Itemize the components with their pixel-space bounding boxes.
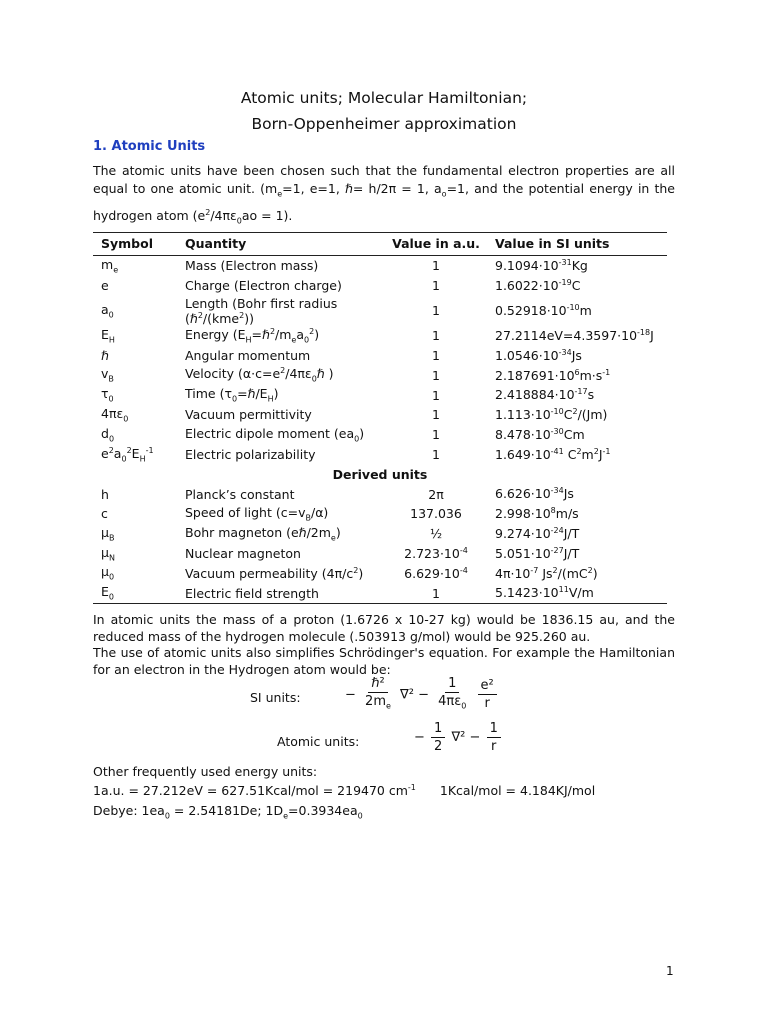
cell-value-si: $4\pi\cdot 10^{-7}$ $Js^2/(mC^2)$ <box>495 565 598 581</box>
cell-value-au: 1 <box>432 347 440 363</box>
cell-quantity: Planck’s constant <box>185 486 295 502</box>
cell-symbol: $\mu_0$ <box>101 564 115 582</box>
cell-value-si: $9.274\cdot 10^{-24}J/T$ <box>495 526 580 542</box>
cell-quantity: Vacuum permeability $(4\pi/c^2)$ <box>185 565 364 581</box>
table-row <box>93 326 667 346</box>
hamiltonian-text: The use of atomic units also simplifies Schrödinger's equation. For example the Hamiltonian for an electron in the Hydrogen atom would be: <box>93 645 675 677</box>
cell-symbol: h <box>101 486 109 502</box>
col-value-si: Value in SI units <box>495 235 610 251</box>
cell-quantity: Angular momentum <box>185 347 311 363</box>
cell-symbol: $d_0$ <box>101 425 115 444</box>
intro-paragraph: The atomic units have been chosen such that the fundamental electron properties are all equal to one atomic unit. ($m_e=1$, e=1, ℏ= h/2π = 1, $a_o=1$, and the potential energy in the hydrogen atom $(e^2/4\pi\varepsilon_0ao = 1)$. <box>93 163 676 226</box>
au-hamiltonian-equation: − $\frac{1}{2}$ ∇² − $\frac{1}{r}$ <box>414 720 503 755</box>
cell-quantity: Electric polarizability <box>185 446 316 462</box>
si-units-label: SI units: <box>250 690 301 705</box>
cell-value-au: 1 <box>432 328 440 344</box>
cell-value-si: $6.626\cdot 10^{-34}Js$ <box>495 486 574 502</box>
table-row <box>93 385 667 405</box>
col-symbol: Symbol <box>101 235 153 251</box>
cell-value-au: 1 <box>383 583 489 603</box>
cell-value-au: 1 <box>432 303 440 319</box>
cell-value-si: $8.478\cdot 10^{-30}Cm$ <box>495 427 585 443</box>
units-table <box>93 232 667 604</box>
table-row <box>93 583 667 603</box>
cell-value-si: $9.1094\cdot 10^{-31}Kg$ <box>495 258 588 274</box>
cell-symbol: $v_B$ <box>101 366 114 384</box>
cell-symbol: $E_H$ <box>101 326 115 345</box>
cell-value-au: 1 <box>432 278 440 294</box>
cell-value-au: 1 <box>432 367 440 383</box>
table-row <box>93 405 667 425</box>
table-row <box>93 256 667 276</box>
table-row <box>93 346 667 366</box>
col-quantity: Quantity <box>185 235 247 251</box>
cell-quantity: Energy $(E_H=\hbar^2/m_ea_0^2)$ <box>185 326 320 345</box>
table-row <box>93 425 667 445</box>
cell-quantity: Time $(\tau_0=\hbar/E_H)$ <box>185 386 279 404</box>
table-row <box>93 445 667 465</box>
cell-value-si: $5.1423\cdot 10^{11}V/m$ <box>489 583 667 603</box>
cell-value-au: ½ <box>429 526 443 542</box>
cell-symbol: $a_0$ <box>101 301 114 320</box>
cell-value-si: $2.418884\cdot 10^{-17}s$ <box>495 387 595 403</box>
cell-symbol: c <box>101 506 108 522</box>
other-units-label: Other frequently used energy units: <box>93 764 318 779</box>
col-value-au: Value in a.u. <box>392 235 480 251</box>
cell-quantity: Electric field strength <box>185 583 383 603</box>
cell-value-au: $2.723\cdot 10^{-4}$ <box>404 545 468 561</box>
section-heading: 1. Atomic Units <box>93 139 206 154</box>
atomic-units-label: Atomic units: <box>277 734 360 749</box>
table-row <box>93 296 667 326</box>
cell-value-au: 2π <box>428 486 444 502</box>
table-header-row <box>93 233 667 256</box>
cell-quantity: Length (Bohr first radius (ℏ$^2$/(kme$^2$)) <box>185 295 338 326</box>
table-row <box>93 504 667 524</box>
cell-symbol: $\mu_N$ <box>101 544 115 563</box>
table-row <box>93 563 667 583</box>
table-row <box>93 464 667 484</box>
cell-quantity: Velocity ($\alpha\cdot c=e^2/4\pi\varepsilon_0\hbar$ ) <box>185 366 334 385</box>
debye-line: Debye: $1ea_0 = 2.54181De$; $1D_e=0.3934ea_0$ <box>93 803 363 821</box>
cell-symbol: $\tau_0$ <box>101 386 114 404</box>
cell-quantity: Vacuum permittivity <box>185 407 312 423</box>
cell-quantity: Electric dipole moment $(ea_0)$ <box>185 425 365 444</box>
cell-value-si: $2.998\cdot 10^8m/s$ <box>495 506 579 522</box>
title-line-1: Atomic units; Molecular Hamiltonian; <box>240 89 528 107</box>
cell-value-si: $27.2114eV=4.3597\cdot 10^{-18}J$ <box>495 328 654 344</box>
energy-conversion-line: 1a.u. = 27.212eV = 627.51Kcal/mol = 219470 $cm^{-1}$ 1Kcal/mol = 4.184KJ/mol <box>93 783 596 799</box>
cell-value-au: 1 <box>432 387 440 403</box>
cell-value-au: 1 <box>432 258 440 274</box>
cell-symbol: ℏ <box>101 347 109 363</box>
cell-value-si: $5.051\cdot 10^{-27}J/T$ <box>495 545 580 561</box>
cell-value-si: $1.649\cdot 10^{-41}$ $C^2m^2J^{-1}$ <box>495 446 611 462</box>
cell-quantity: Bohr magneton $(e\hbar/2m_e)$ <box>185 524 341 543</box>
page-number: 1 <box>666 964 674 978</box>
cell-symbol: $e^2a_0^2E_H^{-1}$ <box>101 445 154 464</box>
cell-value-au: 137.036 <box>410 506 462 522</box>
cell-value-au: 1 <box>432 427 440 443</box>
cell-quantity: Speed of light $(c=v_B/\alpha)$ <box>185 505 329 523</box>
cell-value-si: $0.52918\cdot 10^{-10}m$ <box>495 303 592 319</box>
cell-value-au: 1 <box>432 446 440 462</box>
cell-value-au: 1 <box>432 407 440 423</box>
table-row <box>93 524 667 544</box>
cell-quantity: Charge (Electron charge) <box>185 278 342 294</box>
cell-value-si: $1.113\cdot 10^{-10}C^2/(Jm)$ <box>495 407 608 423</box>
table-row <box>93 484 667 504</box>
after-table-text <box>93 612 675 678</box>
table-row <box>93 544 667 564</box>
table-row <box>93 365 667 385</box>
table-row <box>93 276 667 296</box>
cell-value-si: $1.6022\cdot 10^{-19}C$ <box>495 278 581 294</box>
cell-symbol: $m_e$ <box>101 257 119 275</box>
cell-quantity: Nuclear magneton <box>185 545 301 561</box>
cell-symbol: $4\pi\varepsilon_0$ <box>101 406 129 424</box>
cell-symbol: $E_0$ <box>93 583 185 603</box>
title-line-2: Born-Oppenheimer approximation <box>251 115 517 133</box>
cell-symbol: $\mu_B$ <box>101 524 115 543</box>
cell-quantity: Mass (Electron mass) <box>185 258 319 274</box>
proton-mass-text: In atomic units the mass of a proton (1.6726 x 10-27 kg) would be 1836.15 au, and the reduced mass of the hydrogen molecule (.503913 g/mol) would be 925.260 au. <box>93 612 675 644</box>
cell-value-si: $1.0546\cdot 10^{-34}Js$ <box>495 347 582 364</box>
si-hamiltonian-equation: − $\frac{\text{ℏ²}}{2m_e}$ ∇² − $\frac{1}{4\pi\varepsilon_0}$ $\frac{\text{e²}}{r}$ <box>345 675 499 715</box>
derived-units-heading: Derived units <box>332 466 428 482</box>
cell-symbol: e <box>101 278 109 294</box>
cell-value-si: $2.187691\cdot 10^6m\cdot s^{-1}$ <box>495 367 611 383</box>
cell-value-au: $6.629\cdot 10^{-4}$ <box>404 565 468 581</box>
